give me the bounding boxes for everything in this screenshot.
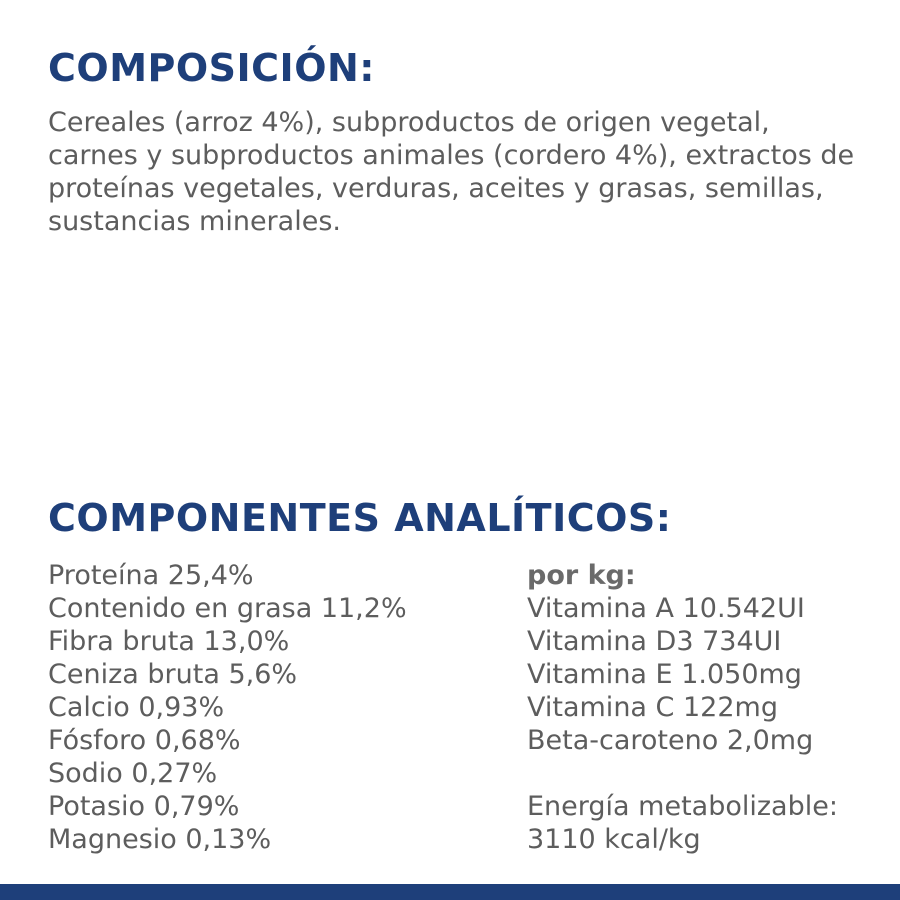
composition-heading: COMPOSICIÓN:	[48, 46, 375, 90]
analytic-item: Fósforo 0,68%	[48, 725, 241, 756]
analytic-components-list	[48, 559, 407, 856]
analytic-item: Sodio 0,27%	[48, 758, 218, 789]
analytic-item: Ceniza bruta 5,6%	[48, 659, 298, 690]
analytic-components-heading: COMPONENTES ANALÍTICOS:	[48, 496, 672, 540]
vitamin-item: Vitamina C 122mg	[527, 692, 778, 723]
analytic-item: Fibra bruta 13,0%	[48, 626, 290, 657]
bottom-brand-bar	[0, 884, 900, 900]
energy-value: 3110 kcal/kg	[527, 824, 701, 855]
vitamin-item: Vitamina D3 734UI	[527, 626, 782, 657]
per-kg-list	[527, 559, 838, 856]
per-kg-label: por kg:	[527, 560, 636, 591]
vitamin-item: Vitamina E 1.050mg	[527, 659, 802, 690]
composition-text: Cereales (arroz 4%), subproductos de origen vegetal, carnes y subproductos animales (cordero 4%), extractos de proteínas vegetales, verduras, aceites y grasas, semillas, sustancias minerales.	[48, 107, 855, 237]
analytic-item: Potasio 0,79%	[48, 791, 240, 822]
energy-label: Energía metabolizable:	[527, 791, 838, 822]
analytic-item: Calcio 0,93%	[48, 692, 225, 723]
vitamin-item: Vitamina A 10.542UI	[527, 593, 805, 624]
vitamin-item: Beta-caroteno 2,0mg	[527, 725, 814, 756]
list-spacer	[527, 757, 838, 790]
analytic-item: Magnesio 0,13%	[48, 824, 272, 855]
analytic-item: Proteína 25,4%	[48, 560, 254, 591]
analytic-item: Contenido en grasa 11,2%	[48, 593, 407, 624]
